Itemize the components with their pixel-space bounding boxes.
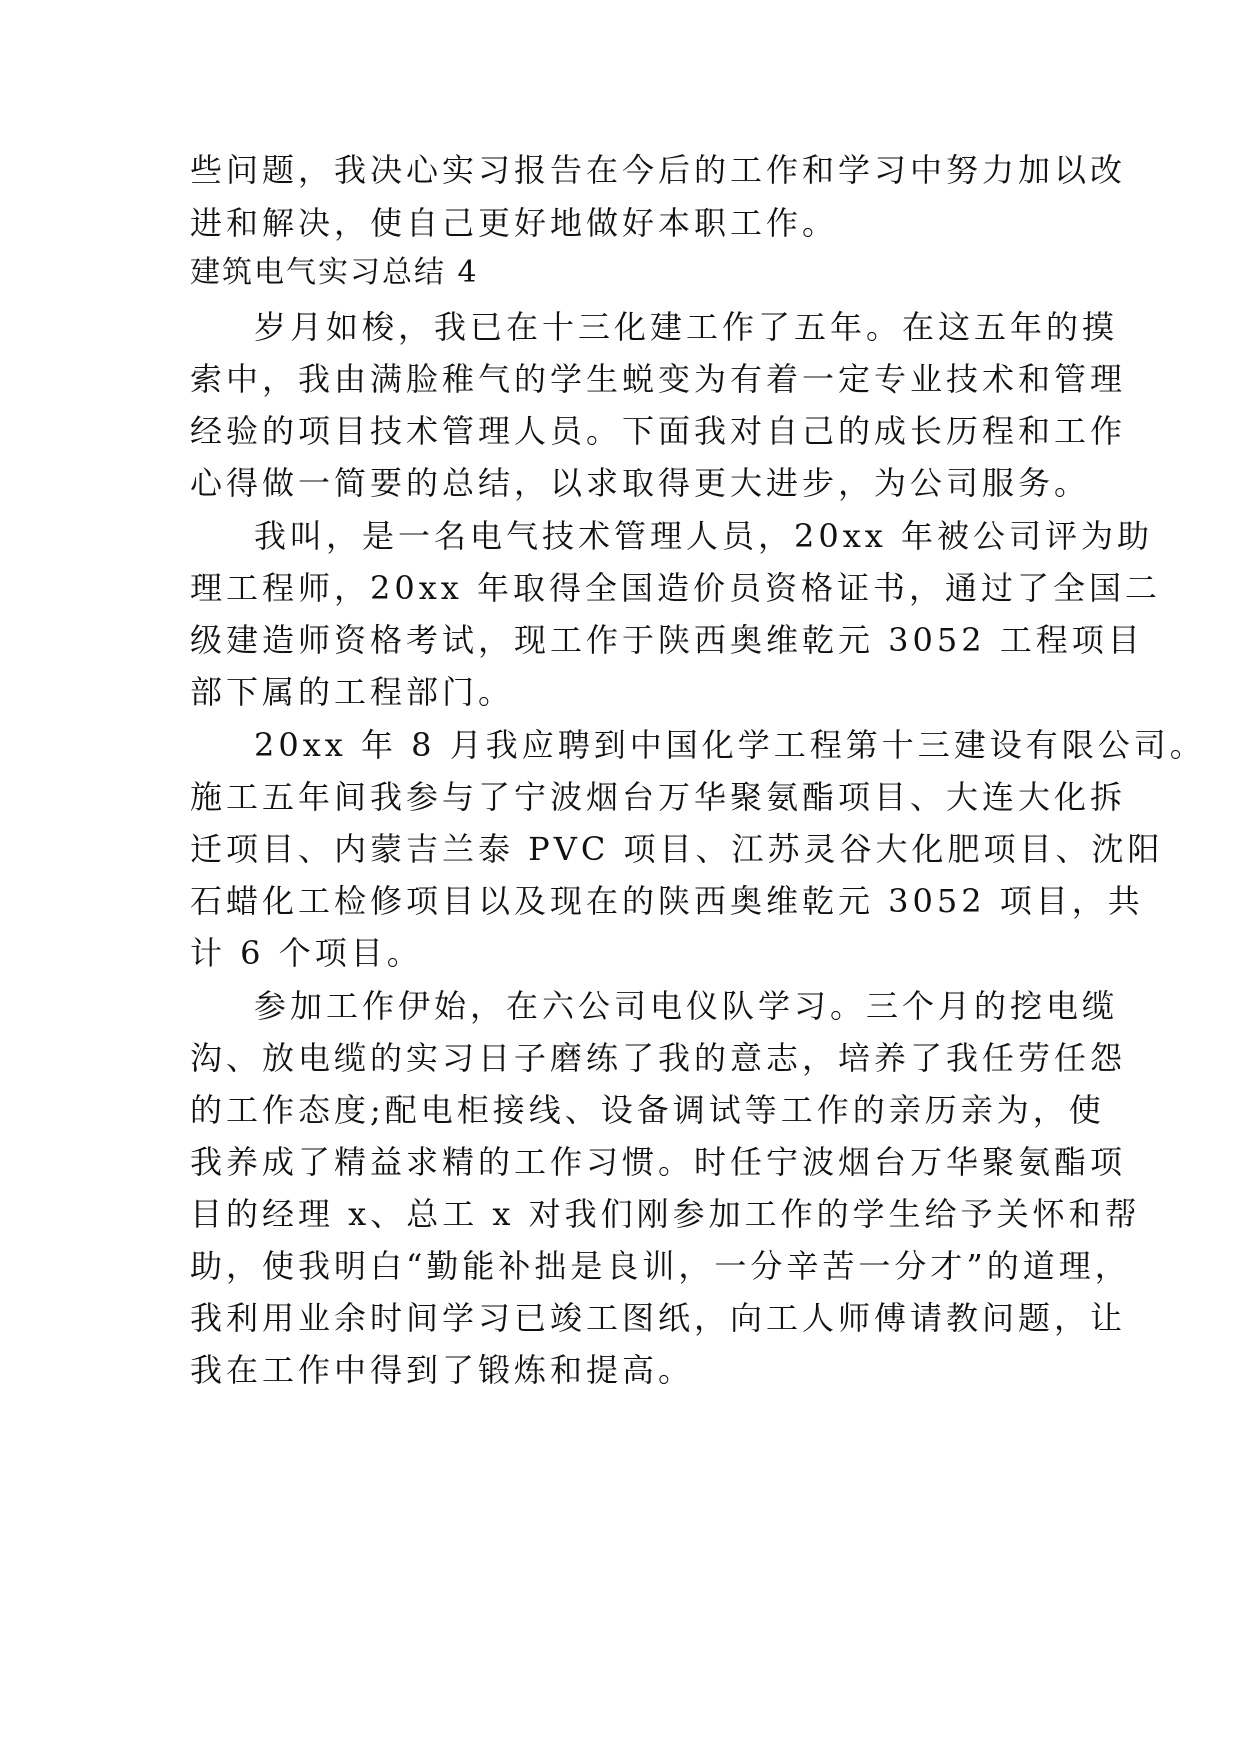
paragraph-line: 部下属的工程部门。 bbox=[190, 673, 515, 711]
intro-line: 些问题，我决心实习报告在今后的工作和学习中努力加以改 bbox=[190, 151, 1127, 189]
paragraph-line: 计 6 个项目。 bbox=[190, 934, 423, 972]
intro-line: 进和解决，使自己更好地做好本职工作。 bbox=[190, 204, 839, 242]
paragraph-line: 沟、放电缆的实习日子磨练了我的意志，培养了我任劳任怨 bbox=[190, 1039, 1127, 1077]
paragraph-line: 助，使我明白“勤能补拙是良训，一分辛苦一分才”的道理， bbox=[190, 1247, 1131, 1285]
paragraph-line: 20xx 年 8 月我应聘到中国化学工程第十三建设有限公司。 bbox=[254, 726, 1206, 764]
paragraph-line: 我养成了精益求精的工作习惯。时任宁波烟台万华聚氨酯项 bbox=[190, 1143, 1127, 1181]
paragraph-line: 理工程师，20xx 年取得全国造价员资格证书，通过了全国二 bbox=[190, 569, 1161, 607]
paragraph-line: 迁项目、内蒙吉兰泰 PVC 项目、江苏灵谷大化肥项目、沈阳 bbox=[190, 830, 1164, 868]
paragraph-line: 施工五年间我参与了宁波烟台万华聚氨酯项目、大连大化拆 bbox=[190, 778, 1127, 816]
section-heading: 建筑电气实习总结 4 bbox=[190, 255, 479, 290]
paragraph-line: 我在工作中得到了锻炼和提高。 bbox=[190, 1351, 695, 1389]
paragraph-line: 我叫，是一名电气技术管理人员，20xx 年被公司评为助 bbox=[254, 517, 1153, 555]
paragraph-line: 心得做一简要的总结，以求取得更大进步，为公司服务。 bbox=[190, 464, 1091, 502]
paragraph-line: 经验的项目技术管理人员。下面我对自己的成长历程和工作 bbox=[190, 412, 1127, 450]
paragraph-line: 参加工作伊始，在六公司电仪队学习。三个月的挖电缆 bbox=[254, 987, 1119, 1025]
paragraph-line: 石蜡化工检修项目以及现在的陕西奥维乾元 3052 项目，共 bbox=[190, 882, 1144, 920]
paragraph-line: 索中，我由满脸稚气的学生蜕变为有着一定专业技术和管理 bbox=[190, 360, 1127, 398]
paragraph-line: 岁月如梭，我已在十三化建工作了五年。在这五年的摸 bbox=[254, 308, 1119, 346]
paragraph-line: 的工作态度;配电柜接线、设备调试等工作的亲历亲为，使 bbox=[190, 1091, 1105, 1129]
paragraph-line: 级建造师资格考试，现工作于陕西奥维乾元 3052 工程项目 bbox=[190, 621, 1144, 659]
paragraph-line: 目的经理 x、总工 x 对我们刚参加工作的学生给予关怀和帮 bbox=[190, 1195, 1141, 1233]
paragraph-line: 我利用业余时间学习已竣工图纸，向工人师傅请教问题，让 bbox=[190, 1299, 1127, 1337]
